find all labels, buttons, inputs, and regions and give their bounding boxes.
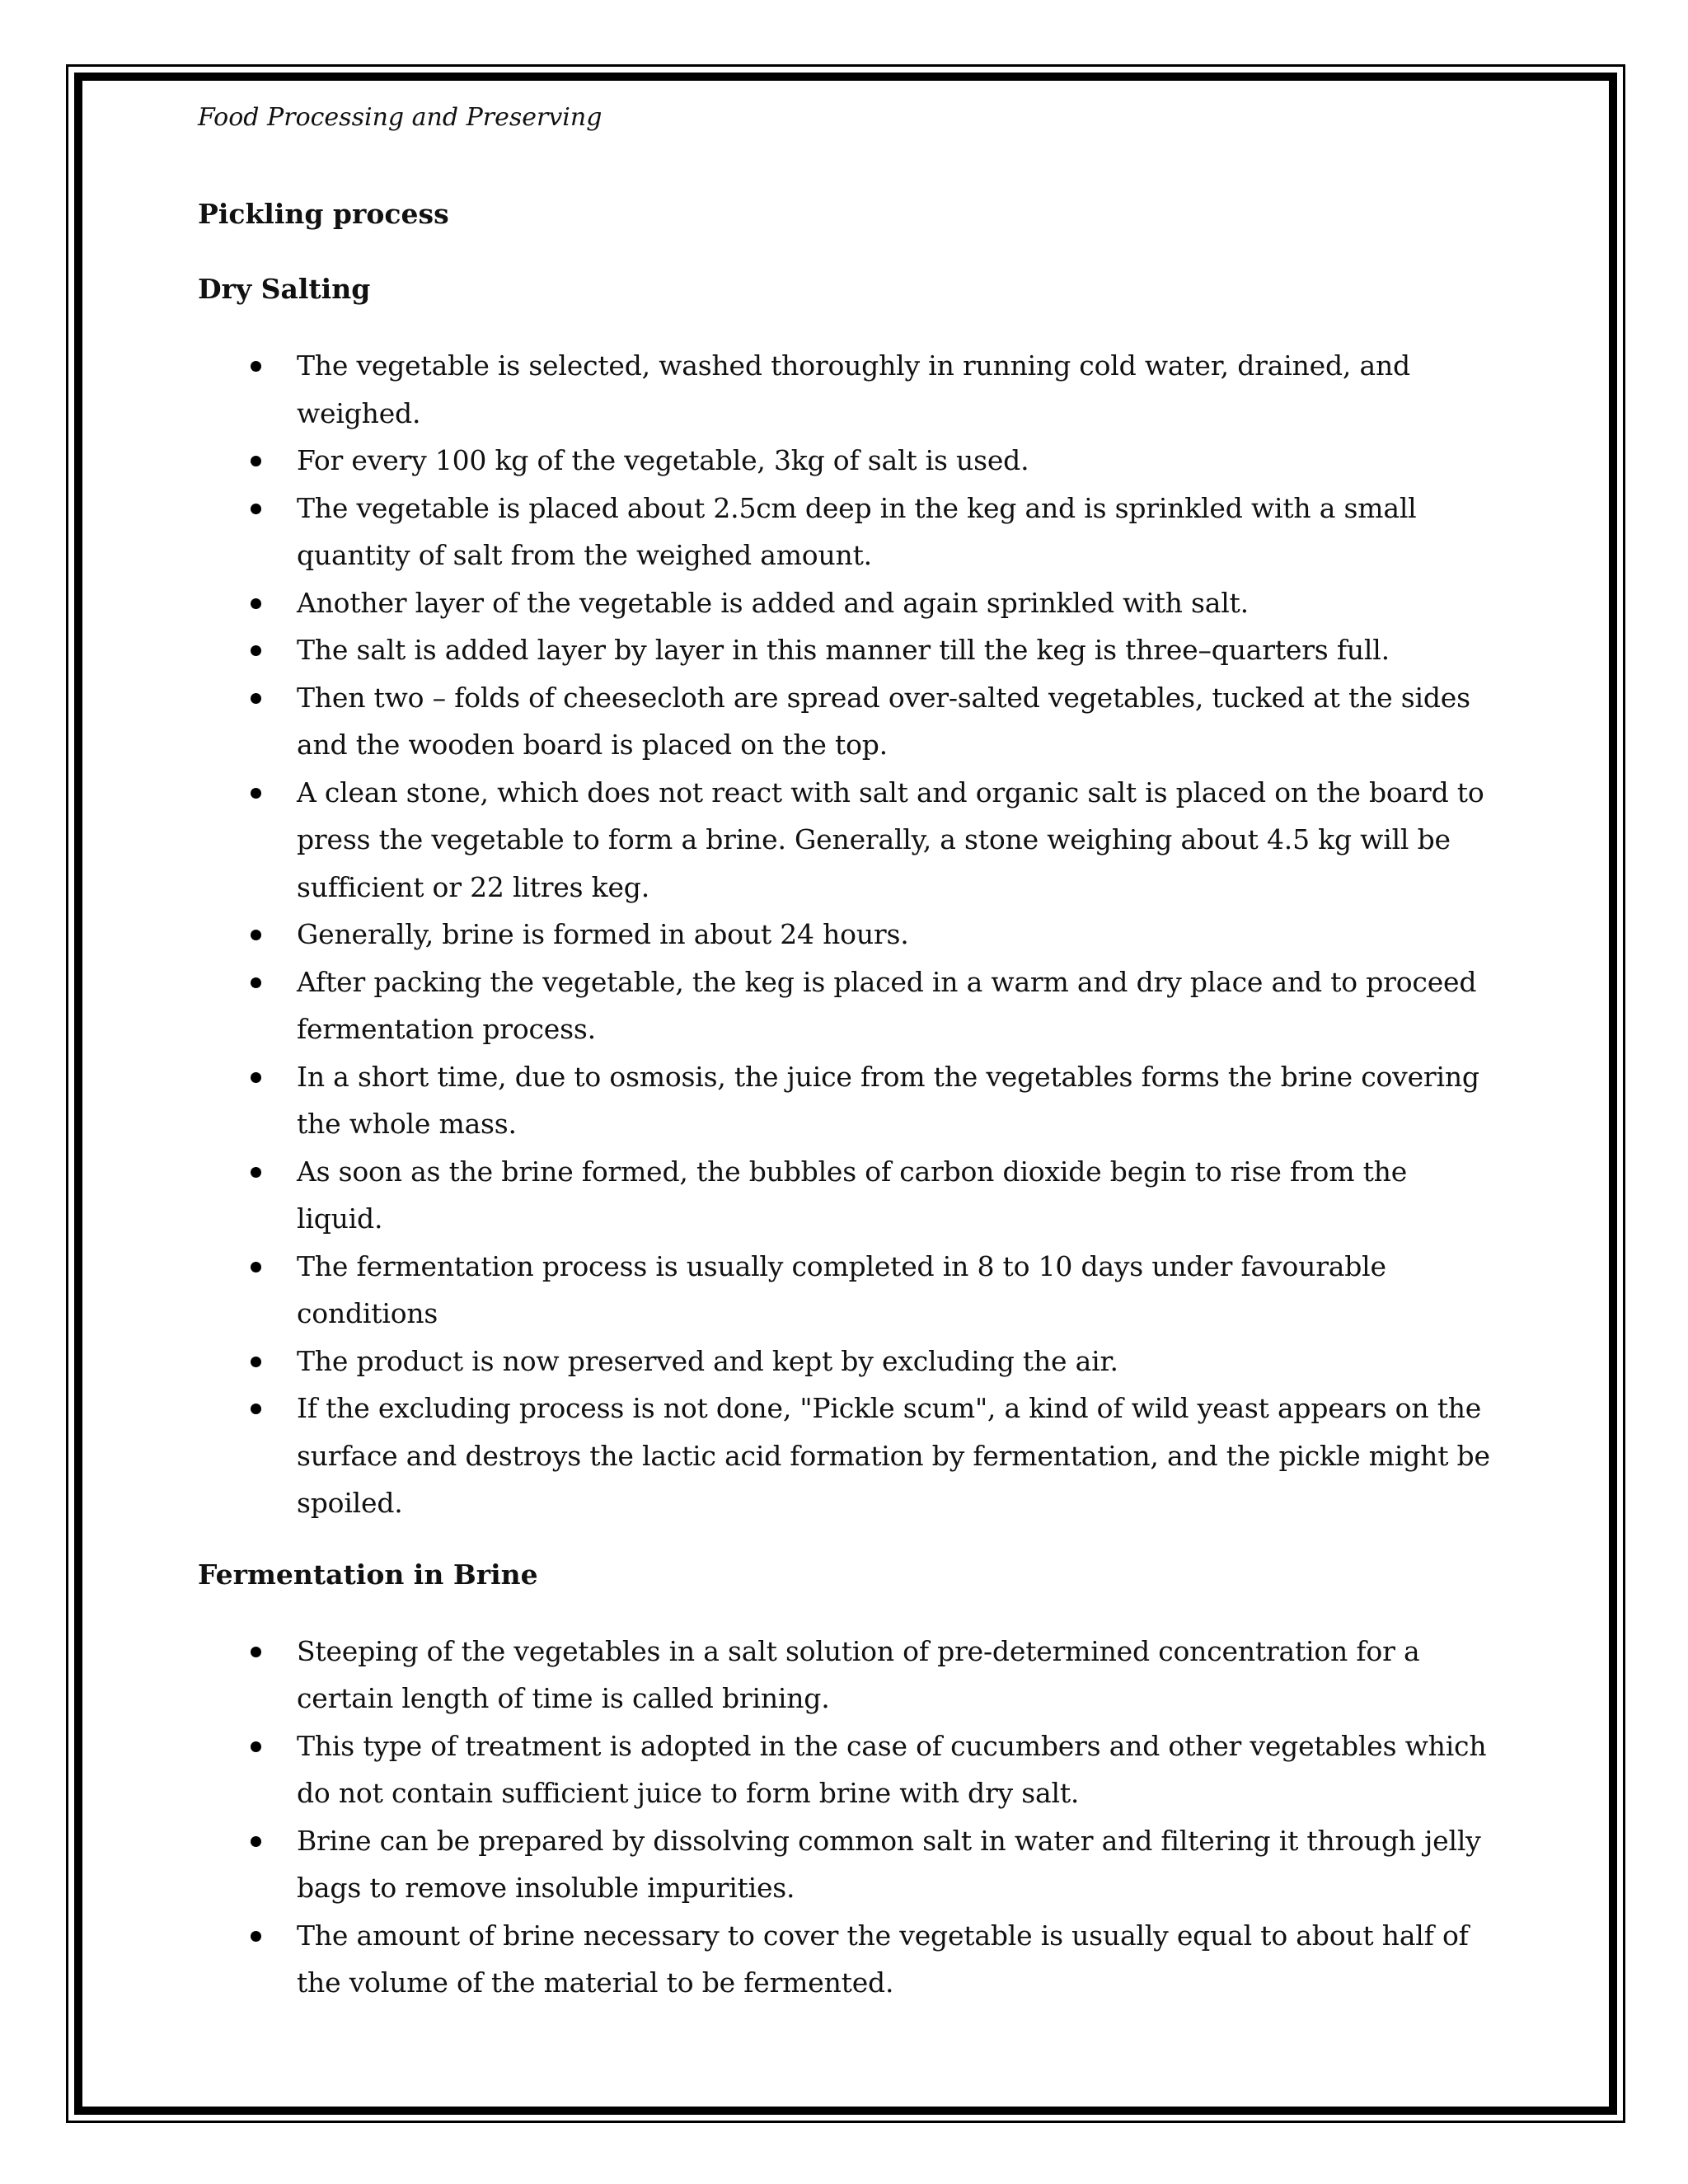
- bullet-icon: [251, 1836, 261, 1847]
- dry-salting-list: [198, 342, 1500, 1527]
- list-item: [198, 1722, 1500, 1817]
- list-item-text: The fermentation process is usually completed in 8 to 10 days under favourable conditions: [297, 1249, 1386, 1329]
- list-item: [198, 674, 1500, 769]
- list-item: [198, 911, 1500, 958]
- list-item: [198, 437, 1500, 485]
- list-item-text: As soon as the brine formed, the bubbles of carbon dioxide begin to rise from the liquid.: [297, 1155, 1408, 1235]
- list-item: [198, 342, 1500, 437]
- list-item: [198, 626, 1500, 674]
- bullet-icon: [251, 361, 261, 372]
- bullet-icon: [251, 788, 261, 799]
- list-item-text: The salt is added layer by layer in this manner till the keg is three–quarters full.: [297, 634, 1390, 666]
- fermentation-in-brine-list: [198, 1628, 1500, 2007]
- list-item: [198, 1628, 1500, 1722]
- list-item: [198, 1148, 1500, 1243]
- section-title-pickling: Pickling process: [198, 198, 449, 230]
- running-header: Food Processing and Preserving: [198, 103, 603, 132]
- list-item: [198, 485, 1500, 579]
- bullet-icon: [251, 1167, 261, 1178]
- list-item: [198, 1912, 1500, 2007]
- page-content: [198, 97, 1500, 2007]
- list-item-text: For every 100 kg of the vegetable, 3kg of salt is used.: [297, 444, 1029, 476]
- bullet-icon: [251, 977, 261, 988]
- list-item: [198, 1243, 1500, 1338]
- subsection-title-dry-salting: Dry Salting: [198, 273, 371, 305]
- list-item: [198, 1817, 1500, 1912]
- list-item-text: Generally, brine is formed in about 24 hours.: [297, 918, 909, 950]
- subsection-title-fermentation-in-brine: Fermentation in Brine: [198, 1558, 538, 1591]
- bullet-icon: [251, 1262, 261, 1272]
- list-item-text: After packing the vegetable, the keg is placed in a warm and dry place and to proceed fermentation process.: [297, 965, 1477, 1045]
- list-item: [198, 1053, 1500, 1148]
- list-item: [198, 769, 1500, 912]
- list-item: [198, 1385, 1500, 1527]
- list-item-text: The product is now preserved and kept by excluding the air.: [297, 1344, 1118, 1377]
- bullet-icon: [251, 1072, 261, 1083]
- bullet-icon: [251, 930, 261, 940]
- list-item-text: Steeping of the vegetables in a salt solution of pre-determined concentration for a certain length of time is called brining.: [297, 1634, 1420, 1714]
- bullet-icon: [251, 693, 261, 704]
- list-item-text: Another layer of the vegetable is added and again sprinkled with salt.: [297, 586, 1249, 619]
- list-item-text: The vegetable is selected, washed thoroughly in running cold water, drained, and weighed.: [297, 349, 1410, 429]
- list-item: [198, 1338, 1500, 1385]
- list-item-text: The vegetable is placed about 2.5cm deep in the keg and is sprinkled with a small quantity of salt from the weighed amount.: [297, 491, 1417, 571]
- bullet-icon: [251, 1357, 261, 1367]
- bullet-icon: [251, 1647, 261, 1657]
- bullet-icon: [251, 645, 261, 656]
- list-item-text: This type of treatment is adopted in the case of cucumbers and other vegetables which do not contain sufficient juice to form brine with dry salt.: [297, 1729, 1487, 1809]
- list-item: [198, 579, 1500, 627]
- bullet-icon: [251, 504, 261, 514]
- bullet-icon: [251, 1741, 261, 1752]
- bullet-icon: [251, 1931, 261, 1942]
- list-item-text: In a short time, due to osmosis, the juice from the vegetables forms the brine covering the whole mass.: [297, 1060, 1479, 1140]
- list-item-text: Brine can be prepared by dissolving common salt in water and filtering it through jelly bags to remove insoluble impurities.: [297, 1824, 1481, 1904]
- bullet-icon: [251, 1404, 261, 1414]
- list-item-text: Then two – folds of cheesecloth are spread over-salted vegetables, tucked at the sides and the wooden board is placed on the top.: [297, 681, 1470, 761]
- list-item: [198, 958, 1500, 1053]
- bullet-icon: [251, 598, 261, 609]
- list-item-text: A clean stone, which does not react with salt and organic salt is placed on the board to press the vegetable to form a brine. Generally, a stone weighing about 4.5 kg will be sufficient or 22 litres keg.: [297, 776, 1484, 903]
- list-item-text: The amount of brine necessary to cover the vegetable is usually equal to about half of the volume of the material to be fermented.: [297, 1919, 1469, 1999]
- list-item-text: If the excluding process is not done, "Pickle scum", a kind of wild yeast appears on the surface and destroys the lactic acid formation by fermentation, and the pickle might be spoiled.: [297, 1392, 1490, 1519]
- bullet-icon: [251, 456, 261, 466]
